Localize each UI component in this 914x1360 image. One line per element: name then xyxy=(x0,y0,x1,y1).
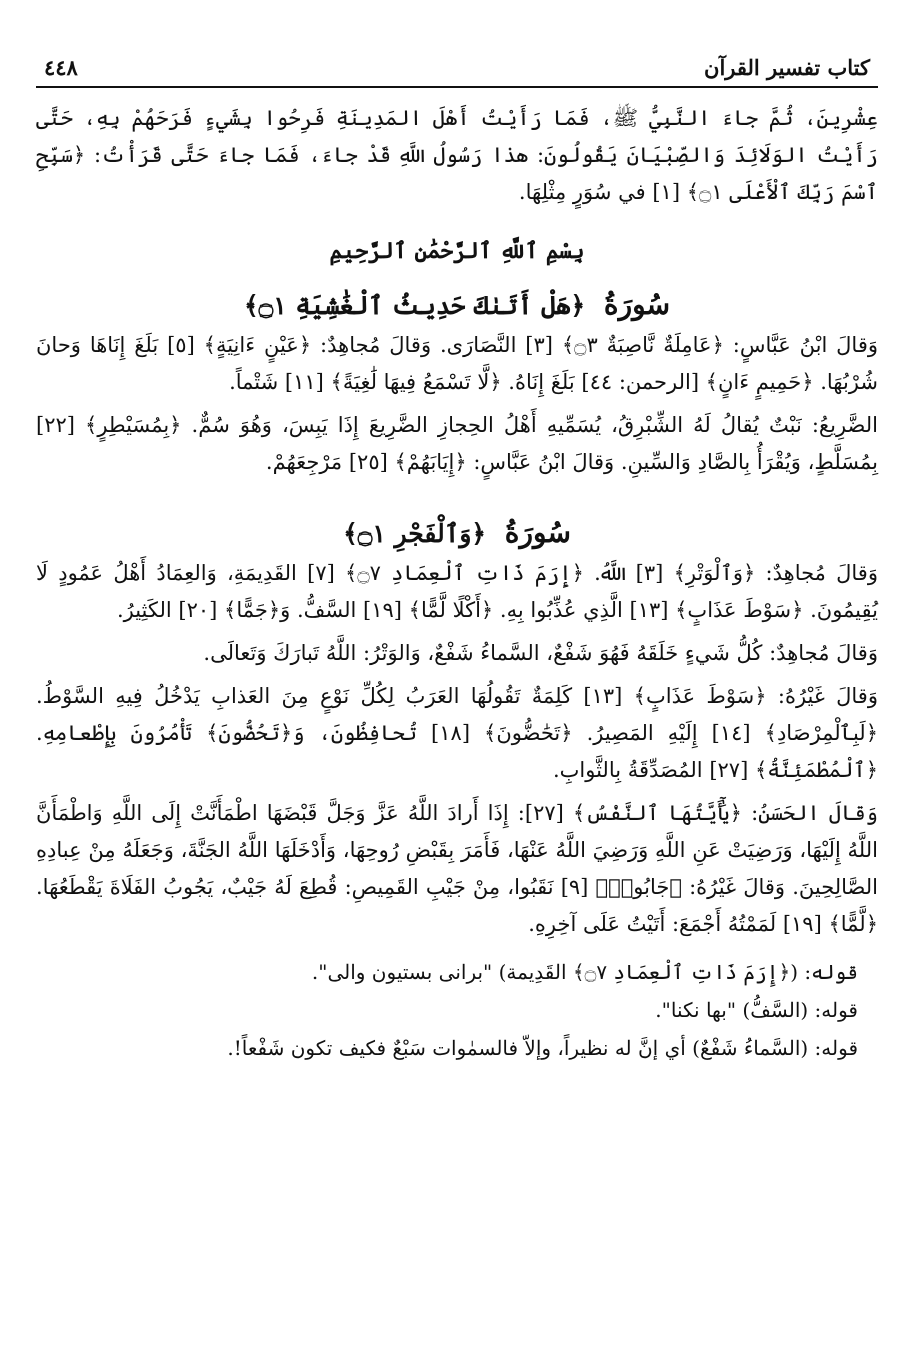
fajr-paragraph-3: وَقالَ غَيْرُهُ: ﴿سَوْطَ عَذَابٍ﴾ [١٣] كَلِمَةٌ تَقُولُهَا العَرَبُ لِكُلِّ نَوْعٍ مِنَ العَذابِ يَدْخُلُ فِيهِ السَّوْطُ. ﴿لَبِٱلْمِرْصَادِ﴾ [١٤] إِلَيْهِ المَصِيرُ. ﴿تَحَٰضُّونَ﴾ [١٨] تُحافِظُونَ، وَ﴿تَحُضُّونَ﴾ تَأْمُرُونَ بِإِطْعامِهِ. ﴿ٱلْمُطْمَئِنَّةُ﴾ [٢٧] المُصَدِّقَةُ بِالثَّوابِ. xyxy=(36,684,879,782)
note-1: قوله: (﴿إِرَمَ ذَاتِ ٱلْعِمَادِ ۝٧﴾ القَدِيمة) "برانى بستيون والى". xyxy=(311,960,858,984)
page-number: ٤٤٨ xyxy=(44,55,78,80)
surah-ghashiya-title: ﴿هَلْ أَتَىٰكَ حَدِيثُ ٱلْغَٰشِيَةِ ۝١﴾ xyxy=(243,291,586,320)
fajr-paragraph-1: وَقالَ مُجاهِدٌ: ﴿وَٱلْوَتْرِ﴾ [٣] اللَّهُ. ﴿إِرَمَ ذَاتِ ٱلْعِمَادِ ۝٧﴾ [٧] القَدِيمَةِ، وَالعِمَادُ أَهْلُ عَمُودٍ لَا يُقِيمُونَ. ﴿سَوْطَ عَذَابٍ﴾ [١٣] الَّذِي عُذِّبُوا بِهِ. ﴿أَكْلًا لَّمًّا﴾ [١٩] السَّفُّ. وَ﴿جَمًّا﴾ [٢٠] الكَثِيرُ. xyxy=(36,561,878,622)
ghashiya-paragraph-2: الضَّرِيعُ: نَبْتٌ يُقالُ لَهُ الشِّبْرِقُ، يُسَمِّيهِ أَهْلُ الحِجازِ الضَّرِيعَ إِذَا يَبِسَ، وَهُوَ سُمٌّ. ﴿بِمُسَيْطِرٍ﴾ [٢٢] بِمُسَلَّطٍ، وَيُقْرَأُ بِالصَّادِ وَالسِّينِ. وَقالَ ابْنُ عَبَّاسٍ: ﴿إِيَابَهُمْ﴾ [٢٥] مَرْجِعَهُمْ. xyxy=(36,413,878,474)
running-header xyxy=(36,40,878,88)
surah-fajr-title: ﴿وَٱلْفَجْرِ ۝١﴾ xyxy=(343,519,487,548)
intro-paragraph: عِشْرِينَ، ثُمَّ جاءَ النَّبِيُّ ﷺ، فَمَا رَأَيْتُ أَهْلَ المَدِينَةِ فَرِحُوا بِشَيءٍ فَرَحَهُمْ بِهِ، حَتَّى رَأَيْتُ الوَلَائِدَ وَالصِّبْيَانَ يَقُولُونَ: هذا رَسُولُ اللَّهِ قَدْ جاءَ، فَمَا جاءَ حَتَّى قَرَأْتُ: ﴿سَبِّحِ ٱسْمَ رَبِّكَ ٱلْأَعْلَى ۝١﴾ [١] في سُوَرٍ مِثْلِهَا. xyxy=(36,106,878,204)
note-3: قوله: (السَّماءُ شَفْعٌ) أي إنَّ له نظيراً، وإلاّ فالسمٰوات سَبْعٌ فكيف تكون شَفْعاً!. xyxy=(227,1036,858,1060)
basmala: بِسْمِ ٱللَّهِ ٱلرَّحْمَٰنِ ٱلرَّحِيمِ xyxy=(329,238,585,264)
fajr-paragraph-4: وَقالَ الحَسَنُ: ﴿يَٰٓأَيَّتُهَا ٱلنَّفْسُ﴾ [٢٧]: إِذَا أَرادَ اللَّهُ عَزَّ وَجَلَّ قَبْضَهَا اطْمَأَنَّتْ إِلَى اللَّهِ وَاطْمَأَنَّ اللَّهُ إِلَيْهَا، وَرَضِيَتْ عَنِ اللَّهِ وَرَضِيَ اللَّهُ عَنْهَا، فَأَمَرَ بِقَبْضِ رُوحِهَا، وَأَدْخَلَهَا اللَّهُ الجَنَّةَ، وَجَعَلَهُ مِنْ عِبادِهِ الصَّالِحِينَ. وَقالَ غَيْرُهُ: ﴿جَابُوا۟﴾ [٩] نَقَبُوا، مِنْ جَيْبِ القَمِيصِ: قُطِعَ لَهُ جَيْبٌ، يَجُوبُ الفَلَاةَ يَقْطَعُهَا. ﴿لَّمًّا﴾ [١٩] لَمَمْتُهُ أَجْمَعَ: أَتَيْتُ عَلَى آخِرِهِ. xyxy=(36,801,878,936)
ghashiya-paragraph-1: وَقالَ ابْنُ عَبَّاسٍ: ﴿عَامِلَةٌ نَّاصِبَةٌ ۝٣﴾ [٣] النَّصَارَى. وَقالَ مُجاهِدٌ: ﴿عَيْنٍ ءَانِيَةٍ﴾ [٥] بَلَغَ إِنَاهَا وَحانَ شُرْبُهَا. ﴿حَمِيمٍ ءَانٍ﴾ [الرحمن: ٤٤] بَلَغَ إِنَاهُ. ﴿لَّا تَسْمَعُ فِيهَا لَٰغِيَةً﴾ [١١] شَتْماً. xyxy=(36,333,878,394)
book-title: كتاب تفسير القرآن xyxy=(704,55,870,80)
fajr-paragraph-2: وَقالَ مُجاهِدٌ: كُلُّ شَيءٍ خَلَقَهُ فَهُوَ شَفْعٌ، السَّماءُ شَفْعٌ، وَالوَتْرُ: اللَّهُ تَبارَكَ وَتَعالَى. xyxy=(203,641,878,665)
surah-fajr-heading xyxy=(36,511,878,555)
surah-word: سُورَةُ xyxy=(603,288,671,321)
book-page xyxy=(36,40,878,1330)
surah-word: سُورَةُ xyxy=(504,516,571,549)
note-2: قوله: (السَّفُّ) "بها نكنا". xyxy=(655,998,858,1022)
surah-ghashiya-heading xyxy=(36,283,878,327)
spacer xyxy=(36,943,878,953)
